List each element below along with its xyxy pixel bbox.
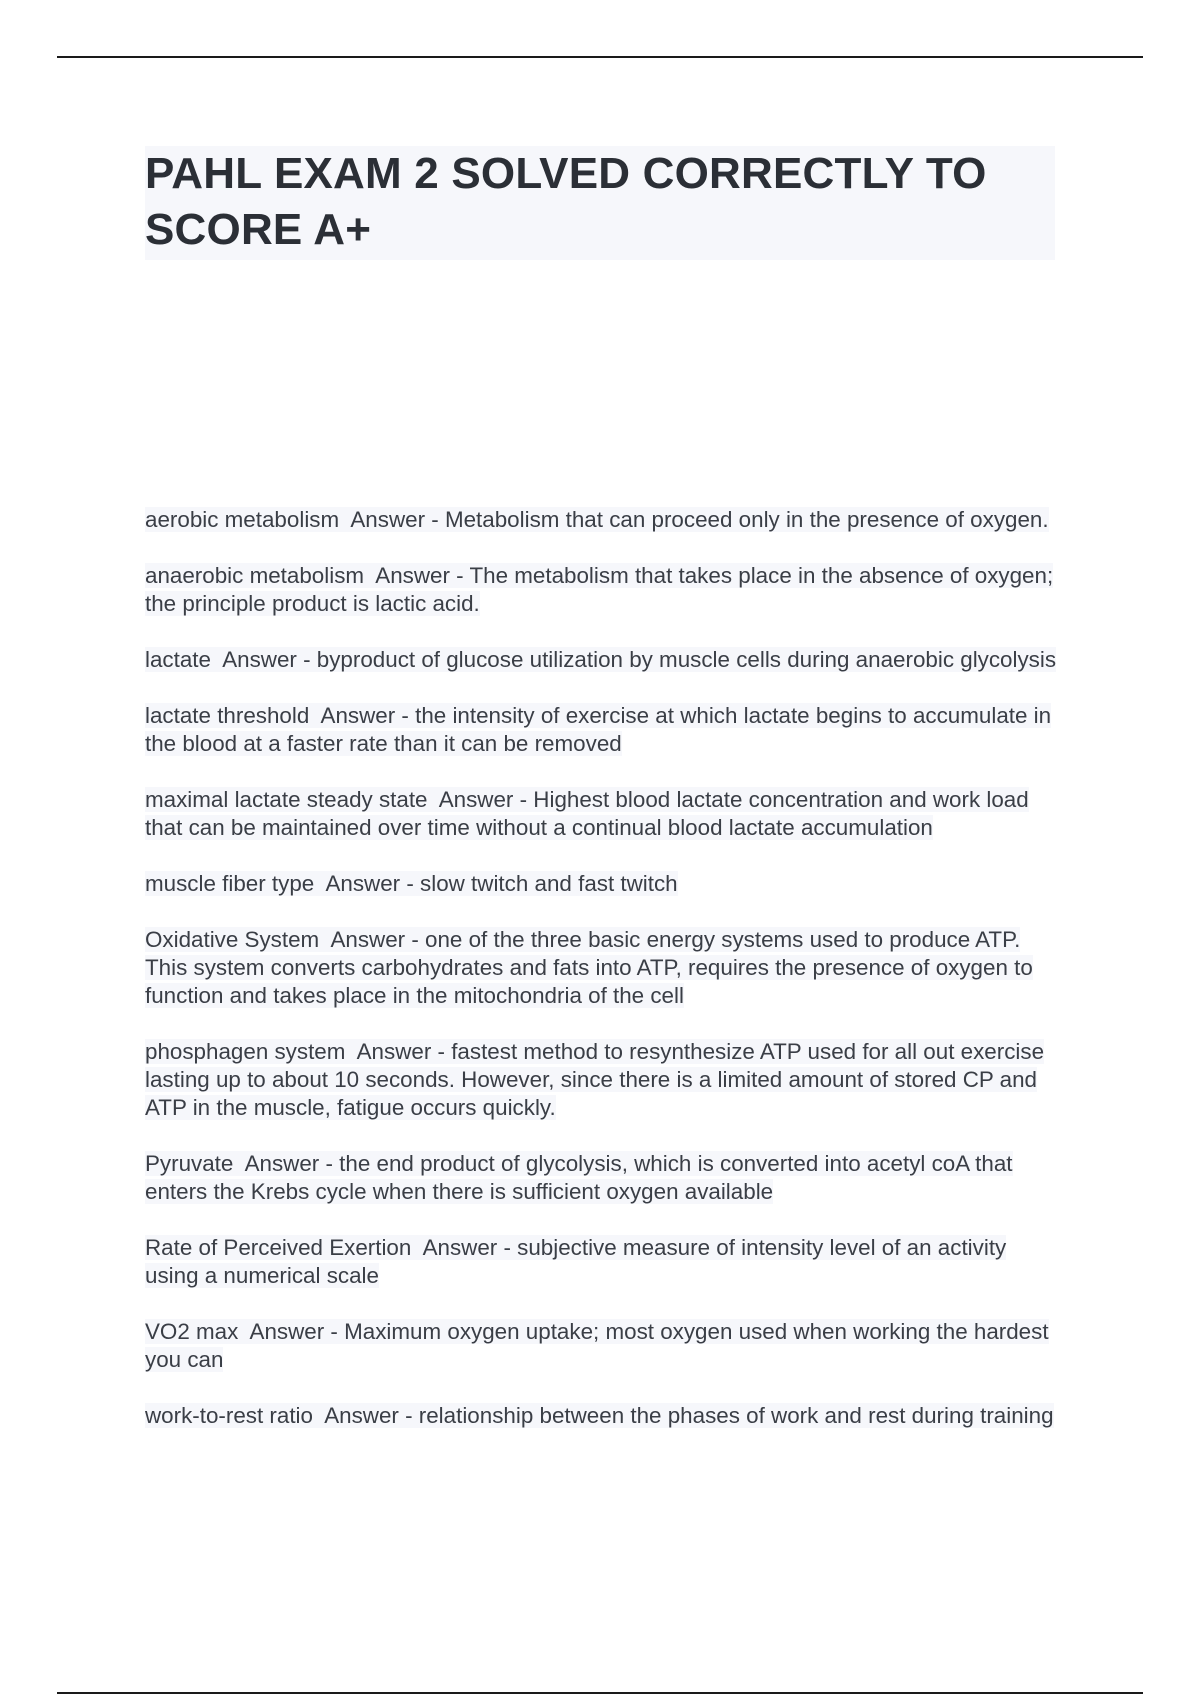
entry-term: anaerobic metabolism xyxy=(145,563,365,588)
answer-label: Answer - xyxy=(320,703,409,728)
entry-term: maximal lactate steady state xyxy=(145,787,428,812)
bottom-rule xyxy=(57,1692,1143,1694)
answer-label: Answer - xyxy=(249,1319,338,1344)
entry-term: Oxidative System xyxy=(145,927,320,952)
answer-label: Answer - xyxy=(330,927,419,952)
entry-definition: Metabolism that can proceed only in the presence of oxygen. xyxy=(444,507,1049,532)
entry-definition: The metabolism that takes place in the absence of oxygen; the principle product is lactic acid. xyxy=(145,563,1054,616)
entry-term: lactate threshold xyxy=(145,703,310,728)
entry-definition: subjective measure of intensity level of an activity using a numerical scale xyxy=(145,1235,1007,1288)
answer-label: Answer - xyxy=(350,507,439,532)
entry-term: aerobic metabolism xyxy=(145,507,340,532)
entry-definition: the intensity of exercise at which lactate begins to accumulate in the blood at a faster rate than it can be removed xyxy=(145,703,1052,756)
answer-label: Answer - xyxy=(422,1235,511,1260)
list-item xyxy=(145,506,1060,534)
answer-label: Answer - xyxy=(438,787,528,812)
entry-term: VO2 max xyxy=(145,1319,239,1344)
entry-definition: byproduct of glucose utilization by muscle cells during anaerobic glycolysis xyxy=(316,647,1057,672)
list-item xyxy=(145,1038,1060,1122)
answer-label: Answer - xyxy=(356,1039,445,1064)
answer-label: Answer - xyxy=(325,871,414,896)
entry-definition: relationship between the phases of work and rest during training xyxy=(418,1403,1054,1428)
top-rule xyxy=(57,56,1143,58)
answer-label: Answer - xyxy=(375,563,464,588)
entry-definition: Highest blood lactate concentration and work load that can be maintained over time without a continual blood lactate accumulation xyxy=(145,787,1029,840)
entry-definition: the end product of glycolysis, which is converted into acetyl coA that enters the Krebs cycle when there is sufficient oxygen available xyxy=(145,1151,1013,1204)
entry-term: Pyruvate xyxy=(145,1151,234,1176)
entry-term: Rate of Perceived Exertion xyxy=(145,1235,412,1260)
entry-definition: Maximum oxygen uptake; most oxygen used when working the hardest you can xyxy=(145,1319,1049,1372)
entry-term: work-to-rest ratio xyxy=(145,1403,313,1428)
list-item xyxy=(145,870,1060,898)
list-item xyxy=(145,646,1060,674)
list-item xyxy=(145,702,1060,758)
page-title: PAHL EXAM 2 SOLVED CORRECTLY TO SCORE A+ xyxy=(145,149,987,254)
entry-definition: fastest method to resynthesize ATP used for all out exercise lasting up to about 10 seconds. However, since there is a limited amount of stored CP and ATP in the muscle, fatigue occurs quickly. xyxy=(145,1039,1045,1120)
entries-list xyxy=(145,506,1060,1458)
answer-label: Answer - xyxy=(244,1151,333,1176)
entry-term: lactate xyxy=(145,647,211,672)
entry-term: phosphagen system xyxy=(145,1039,346,1064)
entry-definition: one of the three basic energy systems used to produce ATP. This system converts carbohydrates and fats into ATP, requires the presence of oxygen to function and takes place in the mitochondria of the cell xyxy=(145,927,1033,1008)
list-item xyxy=(145,1234,1060,1290)
list-item xyxy=(145,1150,1060,1206)
list-item xyxy=(145,1402,1060,1430)
list-item xyxy=(145,1318,1060,1374)
entry-term: muscle fiber type xyxy=(145,871,315,896)
answer-label: Answer - xyxy=(222,647,311,672)
title-block xyxy=(145,146,1055,260)
list-item xyxy=(145,562,1060,618)
answer-label: Answer - xyxy=(324,1403,413,1428)
entry-definition: slow twitch and fast twitch xyxy=(420,871,678,896)
list-item xyxy=(145,786,1060,842)
list-item xyxy=(145,926,1060,1010)
